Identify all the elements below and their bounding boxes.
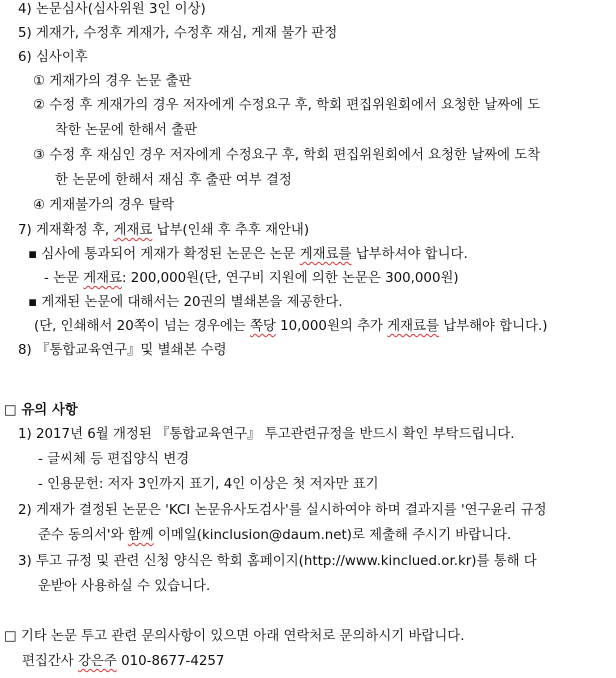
- bullet-offprints: ▪ 게재된 논문에 대해서는 20권의 별쇄본을 제공한다.: [28, 295, 343, 310]
- notice-font-format: - 글씨체 등 편집양식 변경: [38, 452, 190, 467]
- editor-name: 강은주: [78, 654, 117, 669]
- sub-minor-revision-line1: ② 수정 후 게재가의 경우 저자에게 수정요구 후, 학회 편집위원회에서 요청한 날짜에 도: [33, 98, 541, 113]
- notice-homepage-line2: 운받아 사용하실 수 있습니다.: [38, 579, 211, 594]
- contact-editor: 편집간사 강은주 010-8677-4257: [22, 654, 225, 669]
- notice-similarity-line2: 준수 동의서'와 함께 이메일(kinclusion@daum.net)로 제출해 주시기 바랍니다.: [38, 528, 512, 543]
- notice-similarity-line1: 2) 게재가 결정된 논문은 'KCI 논문유사도검사'를 실시하여야 하며 결과지를 '연구윤리 규정: [18, 503, 547, 518]
- notice-citations: - 인용문헌: 저자 3인까지 표기, 4인 이상은 첫 저자만 표기: [38, 477, 379, 492]
- item-fee-payment: 7) 게재확정 후, 게재료 납부(인쇄 후 추후 재안내): [18, 223, 310, 238]
- sub-major-revision-line1: ③ 수정 후 재심인 경우 저자에게 수정요구 후, 학회 편집위원회에서 요청한 날짜에 도착: [33, 148, 541, 163]
- item-receive-journal: 8) 『통합교육연구』및 별쇄본 수령: [18, 343, 227, 358]
- sub-major-revision-line2: 한 논문에 한해서 재심 후 출판 여부 결정: [55, 173, 292, 188]
- item-after-review: 6) 심사이후: [18, 50, 88, 65]
- item-review: 4) 논문심사(심사위원 3인 이상): [18, 2, 206, 17]
- bullet-fee-required: ▪ 심사에 통과되어 게재가 확정된 논문은 논문 게재료를 납부하셔야 합니다.: [28, 247, 468, 262]
- sub-reject: ④ 게재불가의 경우 탈락: [33, 198, 175, 213]
- fee-amount: - 논문 게재료: 200,000원(단, 연구비 지원에 의한 논문은 300,000원): [44, 271, 459, 286]
- notice-guidelines: 1) 2017년 6월 개정된 『통합교육연구』 투고관련규정을 반드시 확인 부탁드립니다.: [18, 427, 515, 442]
- notice-heading: □ 유의 사항: [4, 403, 78, 418]
- contact-inquiry: □ 기타 논문 투고 관련 문의사항이 있으면 아래 연락처로 문의하시기 바랍니다.: [4, 629, 465, 644]
- sub-minor-revision-line2: 착한 논문에 한해서 출판: [55, 123, 198, 138]
- page-surcharge-note: (단, 인쇄해서 20쪽이 넘는 경우에는 쪽당 10,000원의 추가 게재료를 납부해야 합니다.): [34, 319, 548, 334]
- notice-homepage-line1: 3) 투고 규정 및 관련 신청 양식은 학회 홈페이지(http://www.kinclued.or.kr)를 통해 다: [18, 554, 537, 569]
- item-decision: 5) 게재가, 수정후 게재가, 수정후 재심, 게재 불가 판정: [18, 26, 338, 41]
- sub-accept: ① 게재가의 경우 논문 출판: [33, 74, 192, 89]
